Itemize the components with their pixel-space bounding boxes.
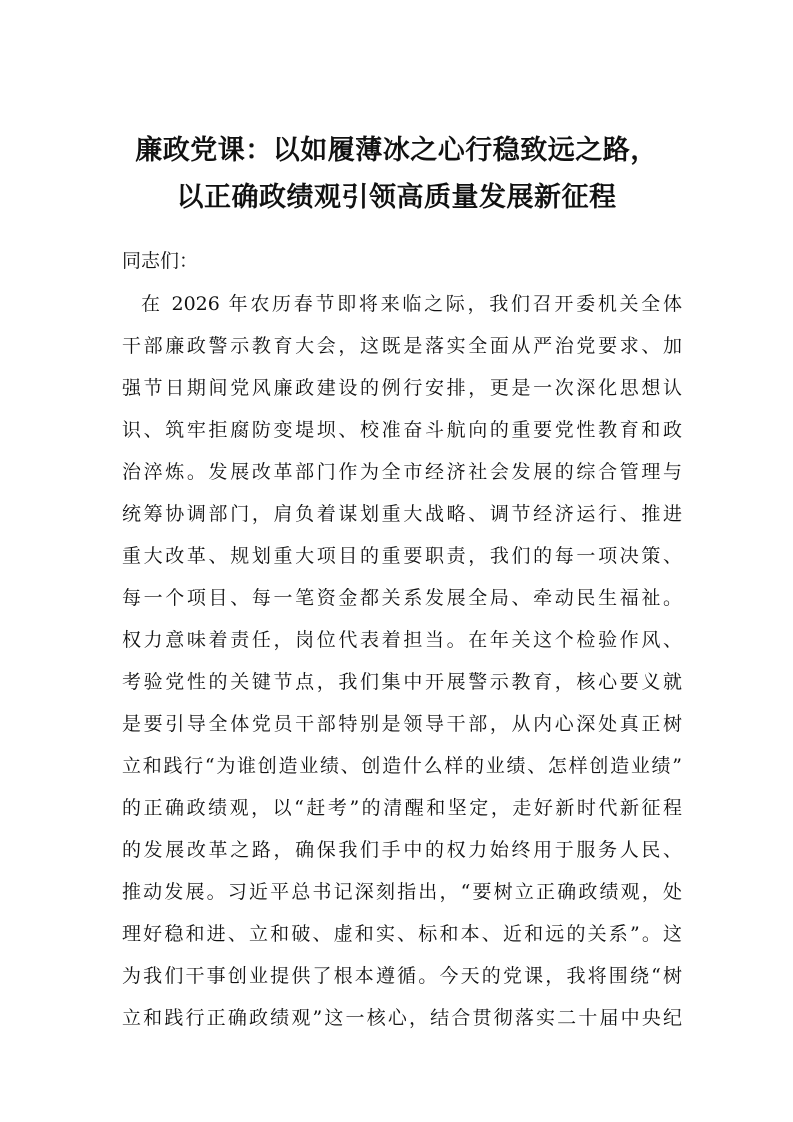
body-line: 立和践行“为谁创造业绩、创造什么样的业绩、怎样创造业绩” — [122, 755, 682, 777]
body-line: 治淬炼。发展改革部门作为全市经济社会发展的综合管理与 — [122, 461, 682, 483]
body-line: 每一个项目、每一笔资金都关系发展全局、牵动民生福祉。 — [122, 587, 682, 609]
salutation: 同志们： — [122, 250, 199, 272]
document-title-line-2: 以正确政绩观引领高质量发展新征程 — [176, 182, 617, 213]
body-line: 识、筑牢拒腐防变堤坝、校准奋斗航向的重要党性教育和政 — [122, 419, 682, 441]
body-line: 统筹协调部门，肩负着谋划重大战略、调节经济运行、推进 — [122, 503, 682, 525]
body-line: 是要引导全体党员干部特别是领导干部，从内心深处真正树 — [122, 713, 682, 735]
body-line: 干部廉政警示教育大会，这既是落实全面从严治党要求、加 — [122, 335, 682, 357]
body-line: 重大改革、规划重大项目的重要职责，我们的每一项决策、 — [122, 545, 682, 567]
body-line: 为我们干事创业提供了根本遵循。今天的党课，我将围绕“树 — [122, 965, 682, 987]
body-line: 立和践行正确政绩观”这一核心，结合贯彻落实二十届中央纪 — [122, 1007, 682, 1029]
body-line: 理好稳和进、立和破、虚和实、标和本、近和远的关系”。这 — [122, 923, 682, 945]
document-title-line-1: 廉政党课：以如履薄冰之心行稳致远之路， — [135, 135, 658, 166]
body-line: 的正确政绩观，以“赶考”的清醒和坚定，走好新时代新征程 — [122, 797, 682, 819]
body-line: 在 2026 年农历春节即将来临之际，我们召开委机关全体 — [141, 293, 682, 315]
body-line: 推动发展。习近平总书记深刻指出，“要树立正确政绩观，处 — [122, 881, 682, 903]
body-line: 的发展改革之路，确保我们手中的权力始终用于服务人民、 — [122, 839, 682, 861]
body-line: 考验党性的关键节点，我们集中开展警示教育，核心要义就 — [122, 671, 682, 693]
body-line: 强节日期间党风廉政建设的例行安排，更是一次深化思想认 — [122, 377, 682, 399]
body-line: 权力意味着责任，岗位代表着担当。在年关这个检验作风、 — [122, 629, 682, 651]
